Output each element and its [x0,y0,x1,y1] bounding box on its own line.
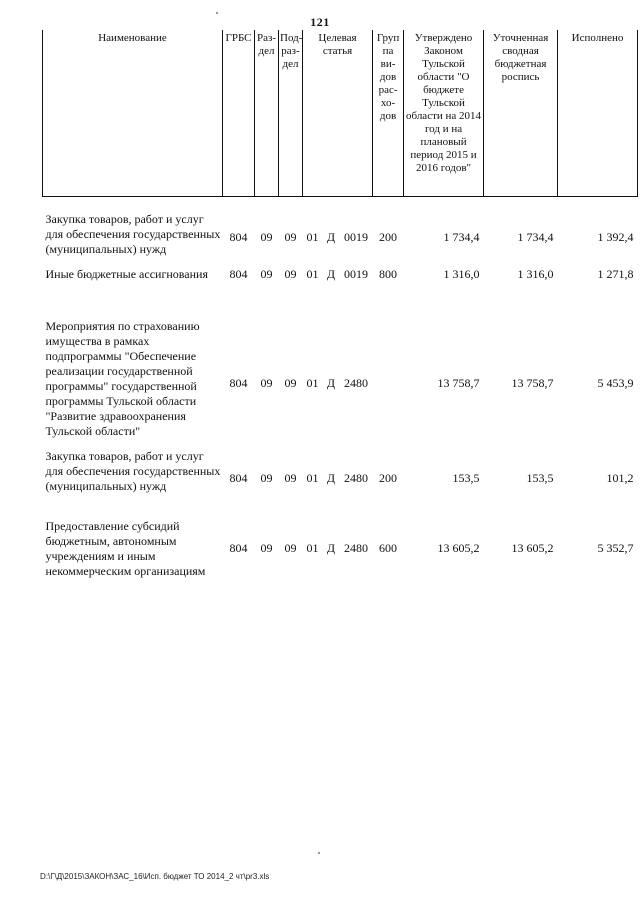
row-cs1: 01 [306,375,319,390]
header-executed: Исполнено [558,30,638,197]
header-refined: Уточненная сводная бюджетная роспись [484,30,558,197]
row-vr: 600 [379,540,398,555]
row-prz: 09 [284,540,297,555]
row-rz: 09 [260,540,273,555]
row-grbs: 804 [229,540,248,555]
row-executed: 1 271,8 [597,266,634,281]
row-grbs: 804 [229,266,248,281]
header-razdel: Раз-дел [255,30,279,197]
row-prz: 09 [284,375,297,390]
header-grbs: ГРБС [223,30,255,197]
scan-speck [318,852,320,854]
row-name: Предоставление субсидий бюджетным, автономным учреждениям и иным некоммерческим организациям [45,518,206,578]
row-refined: 13 758,7 [511,375,554,390]
row-prz: 09 [284,470,297,485]
header-approved: Утверждено Законом Тульской области "О бюджете Тульской области на 2014 год и на плановый период 2015 и 2016 годов" [404,30,484,197]
page-number: 121 [310,15,330,29]
row-cs3: 0019 [344,230,369,245]
row-vr [373,293,404,443]
row-refined: 13 605,2 [511,540,554,555]
row-grbs: 804 [229,470,248,485]
row-approved: 13 758,7 [437,375,480,390]
table-row [43,197,638,259]
row-executed: 5 453,9 [597,375,634,390]
file-path-footer: D:\Г\Д\2015\ЗАКОН\ЗАС_16\Исп. бюджет ТО 2014_2 чт\pr3.xls [40,872,270,881]
scan-speck [216,12,218,14]
row-executed: 101,2 [606,470,634,485]
row-approved: 1 734,4 [443,230,480,245]
table-row [43,293,638,443]
row-name: Закупка товаров, работ и услуг для обеспечения государственных (муниципальных) нужд [45,211,221,256]
row-cs2: Д [326,470,336,485]
row-cs1: 01 [306,266,319,281]
row-cs2: Д [326,375,336,390]
row-executed: 5 352,7 [597,540,634,555]
row-cs2: Д [326,540,336,555]
row-rz: 09 [260,470,273,485]
table-header-row [43,30,638,197]
header-vid: Груп па ви-дов рас-хо-дов [373,30,404,197]
row-cs3: 2480 [344,540,369,555]
table-row [43,515,638,585]
row-prz: 09 [284,230,297,245]
table-row [43,259,638,293]
table-row [43,443,638,515]
row-rz: 09 [260,230,273,245]
row-cs1: 01 [306,230,319,245]
row-cs2: Д [326,266,336,281]
row-name: Мероприятия по страхованию имущества в рамках подпрограммы "Обеспечение реализации государственной программы" государственной программы Тульской области "Развитие здравоохранения Тульской области" [45,318,200,438]
row-cs1: 01 [306,470,319,485]
row-vr: 200 [379,470,398,485]
row-cs2: Д [326,230,336,245]
row-vr: 200 [379,230,398,245]
row-grbs: 804 [229,230,248,245]
row-approved: 1 316,0 [443,266,480,281]
row-cs3: 2480 [344,470,369,485]
row-refined: 1 734,4 [517,230,554,245]
row-prz: 09 [284,266,297,281]
row-name: Закупка товаров, работ и услуг для обеспечения государственных (муниципальных) нужд [45,448,221,493]
row-executed: 1 392,4 [597,230,634,245]
row-cs3: 2480 [344,375,369,390]
row-approved: 153,5 [452,470,480,485]
row-vr: 800 [379,266,398,281]
budget-table [42,30,638,585]
row-name: Иные бюджетные ассигнования [45,266,208,281]
row-approved: 13 605,2 [437,540,480,555]
row-rz: 09 [260,375,273,390]
row-cs3: 0019 [344,266,369,281]
header-podrazdel: Под-раз-дел [279,30,303,197]
row-refined: 153,5 [526,470,554,485]
header-name: Наименование [43,30,223,197]
row-refined: 1 316,0 [517,266,554,281]
header-target: Целевая статья [303,30,373,197]
row-rz: 09 [260,266,273,281]
row-cs1: 01 [306,540,319,555]
row-grbs: 804 [229,375,248,390]
